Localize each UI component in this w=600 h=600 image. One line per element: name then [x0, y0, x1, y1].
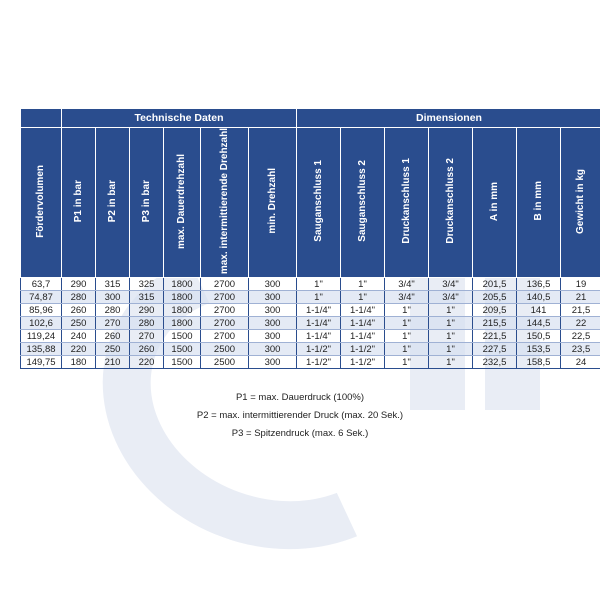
table-cell: 260 [96, 330, 130, 343]
column-header [164, 128, 201, 278]
table-cell: 1" [341, 291, 385, 304]
note-p3: P3 = Spitzendruck (max. 6 Sek.) [231, 428, 369, 439]
table-cell: 250 [96, 343, 130, 356]
table-cell: 270 [96, 317, 130, 330]
table-cell: 1-1/4" [341, 330, 385, 343]
table-cell: 227,5 [473, 343, 517, 356]
group-header-technische-daten: Technische Daten [62, 109, 297, 128]
table-cell: 85,96 [21, 304, 62, 317]
table-cell: 260 [130, 343, 164, 356]
table-cell: 300 [249, 343, 297, 356]
table-cell: 2700 [201, 304, 249, 317]
table-cell: 22 [561, 317, 600, 330]
table-cell: 290 [130, 304, 164, 317]
column-header [130, 128, 164, 278]
table-cell: 1-1/4" [341, 304, 385, 317]
table-cell: 144,5 [517, 317, 561, 330]
table-cell: 2700 [201, 278, 249, 291]
table-cell: 2500 [201, 356, 249, 369]
table-cell: 300 [249, 330, 297, 343]
table-cell: 2700 [201, 330, 249, 343]
table-cell: 21,5 [561, 304, 600, 317]
column-header-label: max. Dauerdrehzahl [176, 153, 188, 249]
table-cell: 280 [96, 304, 130, 317]
table-cell: 119,24 [21, 330, 62, 343]
group-header-dimensionen: Dimensionen [297, 109, 600, 128]
table-cell: 1" [297, 291, 341, 304]
table-cell: 232,5 [473, 356, 517, 369]
table-cell: 1800 [164, 278, 201, 291]
column-header [341, 128, 385, 278]
table-cell: 315 [130, 291, 164, 304]
table-cell: 290 [62, 278, 96, 291]
note-p2: P2 = max. intermittierender Druck (max. 20 Sek.) [196, 410, 404, 421]
table-cell: 3/4" [385, 291, 429, 304]
table-cell: 149,75 [21, 356, 62, 369]
table-row [21, 317, 600, 330]
column-header [21, 128, 62, 278]
table-cell: 3/4" [429, 291, 473, 304]
table-cell: 1800 [164, 304, 201, 317]
group-header-empty [21, 109, 62, 128]
table-cell: 2700 [201, 317, 249, 330]
column-header [473, 128, 517, 278]
table-cell: 215,5 [473, 317, 517, 330]
table-cell: 205,5 [473, 291, 517, 304]
table-cell: 1-1/4" [341, 317, 385, 330]
table-cell: 300 [249, 304, 297, 317]
table-cell: 1-1/2" [341, 343, 385, 356]
table-cell: 3/4" [429, 278, 473, 291]
column-header-label: Druckanschluss 2 [444, 158, 456, 244]
column-header-label: Fördervolumen [35, 164, 47, 238]
table-cell: 2700 [201, 291, 249, 304]
technical-data-table [20, 108, 600, 369]
table-cell: 21 [561, 291, 600, 304]
column-header-label: Druckanschluss 1 [400, 158, 412, 244]
table-row [21, 343, 600, 356]
table-cell: 1-1/2" [341, 356, 385, 369]
column-header [385, 128, 429, 278]
table-cell: 1-1/4" [297, 317, 341, 330]
table-cell: 221,5 [473, 330, 517, 343]
table-cell: 220 [130, 356, 164, 369]
table-cell: 1" [385, 343, 429, 356]
table-cell: 24 [561, 356, 600, 369]
table-cell: 1" [429, 343, 473, 356]
table-cell: 325 [130, 278, 164, 291]
table-cell: 1800 [164, 317, 201, 330]
table-cell: 135,88 [21, 343, 62, 356]
table-cell: 300 [249, 278, 297, 291]
table-cell: 201,5 [473, 278, 517, 291]
table-row [21, 291, 600, 304]
table-cell: 2500 [201, 343, 249, 356]
table-cell: 1" [429, 330, 473, 343]
table-cell: 180 [62, 356, 96, 369]
table-cell: 1" [297, 278, 341, 291]
table-cell: 315 [96, 278, 130, 291]
column-header-label: P1 in bar [72, 179, 84, 223]
table-cell: 136,5 [517, 278, 561, 291]
column-header-label: Sauganschluss 1 [312, 160, 324, 242]
table-cell: 280 [130, 317, 164, 330]
table-cell: 1" [429, 304, 473, 317]
table-cell: 260 [62, 304, 96, 317]
table-cell: 102,6 [21, 317, 62, 330]
table-cell: 1" [429, 317, 473, 330]
table-cell: 1500 [164, 330, 201, 343]
column-header [517, 128, 561, 278]
table-cell: 220 [62, 343, 96, 356]
table-cell: 1" [429, 356, 473, 369]
table-cell: 63,7 [21, 278, 62, 291]
table-cell: 150,5 [517, 330, 561, 343]
table-cell: 300 [249, 291, 297, 304]
table-cell: 250 [62, 317, 96, 330]
column-header-label: Sauganschluss 2 [356, 160, 368, 242]
table-cell: 280 [62, 291, 96, 304]
table-cell: 158,5 [517, 356, 561, 369]
table-cell: 1" [385, 317, 429, 330]
column-header-label: P3 in bar [140, 179, 152, 223]
column-header-label: min. Drehzahl [266, 168, 278, 234]
column-header [249, 128, 297, 278]
table-cell: 141 [517, 304, 561, 317]
table-cell: 1" [385, 356, 429, 369]
table-cell: 1500 [164, 356, 201, 369]
table-group-header-row [21, 109, 600, 128]
table-cell: 1" [385, 304, 429, 317]
notes-legend [0, 389, 600, 443]
column-header-label: B in mm [532, 181, 544, 221]
column-header-label: P2 in bar [106, 179, 118, 223]
column-header [561, 128, 600, 278]
table-cell: 1800 [164, 291, 201, 304]
column-header [297, 128, 341, 278]
table-cell: 1" [385, 330, 429, 343]
table-cell: 3/4" [385, 278, 429, 291]
column-header [429, 128, 473, 278]
table-cell: 1-1/4" [297, 304, 341, 317]
column-header-label: A in mm [488, 181, 500, 221]
column-header-label: max. intermittierende Drehzahl [218, 128, 230, 275]
table-cell: 1500 [164, 343, 201, 356]
column-header [201, 128, 249, 278]
table-cell: 270 [130, 330, 164, 343]
table-cell: 1-1/2" [297, 343, 341, 356]
table-cell: 300 [249, 356, 297, 369]
column-header [96, 128, 130, 278]
table-column-header-row [21, 128, 600, 278]
table-row [21, 278, 600, 291]
table-row [21, 304, 600, 317]
table-cell: 153,5 [517, 343, 561, 356]
table-cell: 210 [96, 356, 130, 369]
column-header-label: Gewicht in kg [575, 168, 587, 234]
table-cell: 19 [561, 278, 600, 291]
table-cell: 22,5 [561, 330, 600, 343]
note-p1: P1 = max. Dauerdruck (100%) [235, 392, 365, 403]
table-row [21, 330, 600, 343]
column-header [62, 128, 96, 278]
table-cell: 300 [96, 291, 130, 304]
table-cell: 74,87 [21, 291, 62, 304]
table-cell: 1" [341, 278, 385, 291]
table-cell: 23,5 [561, 343, 600, 356]
table-cell: 240 [62, 330, 96, 343]
table-cell: 1-1/4" [297, 330, 341, 343]
table-cell: 209,5 [473, 304, 517, 317]
table-cell: 140,5 [517, 291, 561, 304]
table-body [21, 278, 600, 369]
table-row [21, 356, 600, 369]
table-cell: 1-1/2" [297, 356, 341, 369]
table-cell: 300 [249, 317, 297, 330]
